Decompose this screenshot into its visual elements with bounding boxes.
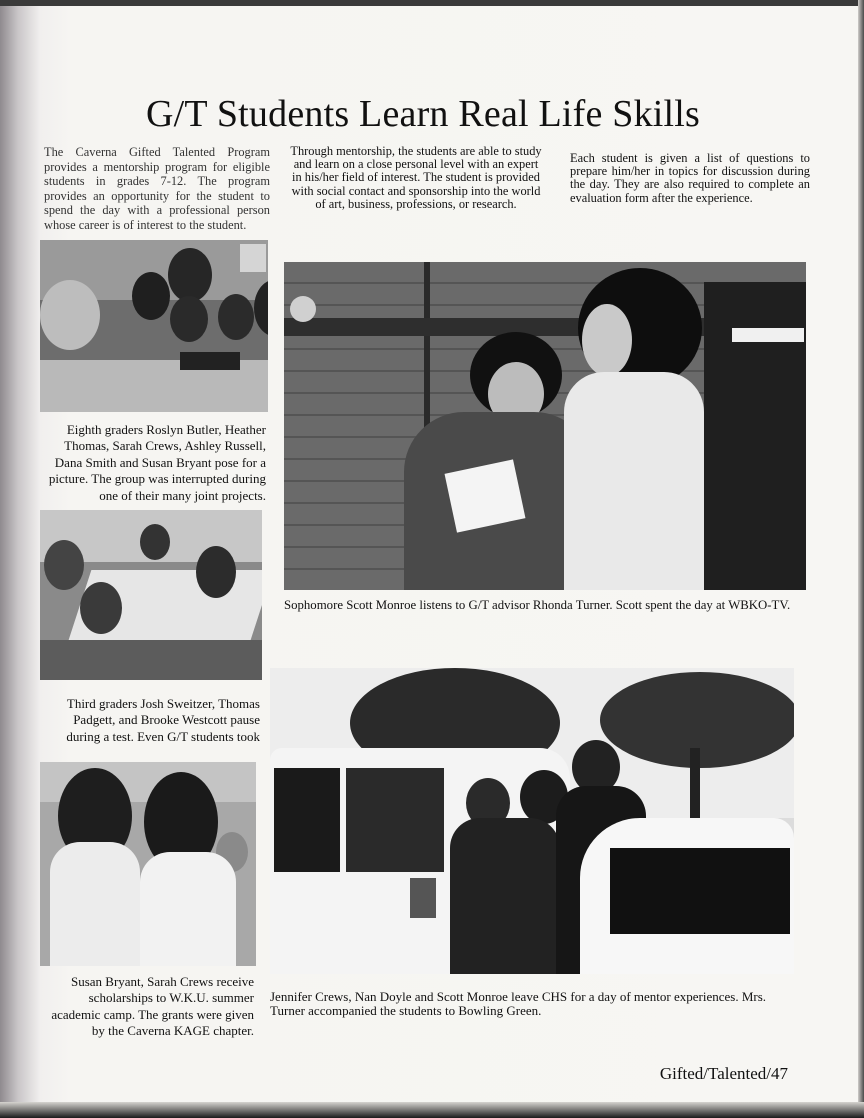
photo-scholarship-girls — [40, 762, 256, 966]
caption-scholarship-girls: Susan Bryant, Sarah Crews receive scholarships to W.K.U. summer academic camp. The grants were given by the Caverna KAGE chapter. — [51, 974, 254, 1039]
page-right-edge — [858, 0, 864, 1118]
photo-classroom-table — [40, 510, 262, 680]
intro-column-3: Each student is given a list of questions to prepare him/her in topics for discussion during the day. They are also required to complete an evaluation form after the experience. — [570, 151, 810, 205]
page-title: G/T Students Learn Real Life Skills — [146, 93, 701, 135]
photo-advisor-student — [284, 262, 806, 590]
caption-classroom-table: Third graders Josh Sweitzer, Thomas Padgett, and Brooke Westcott pause during a test. Even G/T students took — [66, 696, 260, 744]
photo-group-desk — [40, 240, 268, 412]
intro-column-2: Through mentorship, the students are able to study and learn on a close personal level with an expert in his/her field of interest. The student is provided with social contact and sponsorship into the world of art, business, professions, or research. — [290, 144, 542, 211]
photo-van-group — [270, 668, 794, 974]
page-number: Gifted/Talented/47 — [659, 1064, 788, 1083]
caption-van-group: Jennifer Crews, Nan Doyle and Scott Monroe leave CHS for a day of mentor experiences. Mrs. Turner accompanied the students to Bowling Green. — [270, 989, 767, 1018]
page-top-edge — [0, 0, 864, 6]
caption-group-desk: Eighth graders Roslyn Butler, Heather Thomas, Sarah Crews, Ashley Russell, Dana Smith and Susan Bryant pose for a picture. The group was interrupted during one of their many joint projects. — [48, 422, 266, 503]
intro-column-1: The Caverna Gifted Talented Program provides a mentorship program for eligible students in grades 7-12. The program provides an opportunity for the student to spend the day with a professional person whose career is of interest to the student. — [44, 145, 270, 232]
caption-advisor-student: Sophomore Scott Monroe listens to G/T advisor Rhonda Turner. Scott spent the day at WBKO-TV. — [284, 598, 791, 612]
page-bottom-edge — [0, 1102, 864, 1118]
